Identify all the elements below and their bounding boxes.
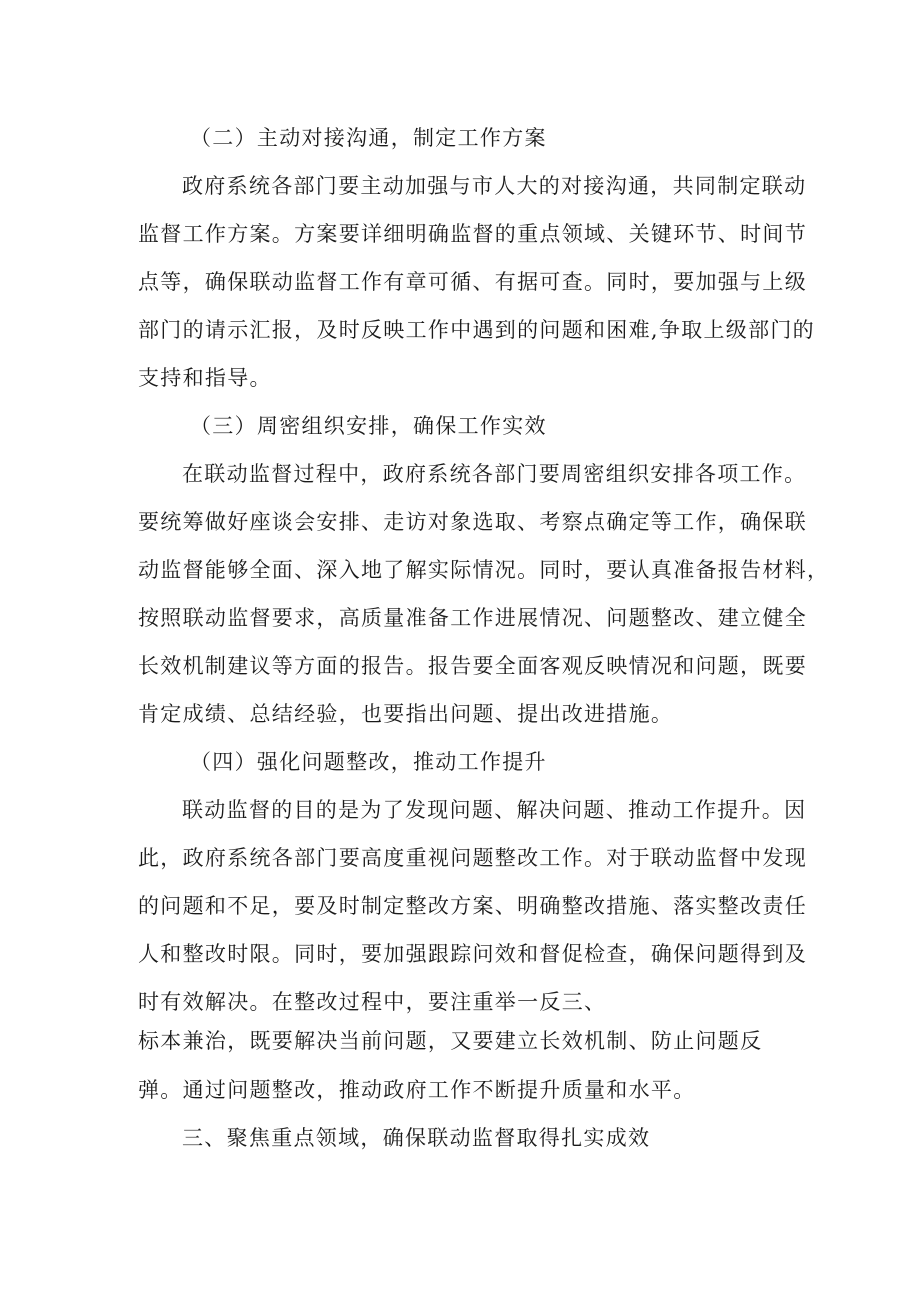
text-line: 标本兼治，既要解决当前问题，又要建立长效机制、防止问题反 bbox=[138, 1029, 763, 1053]
text-line: 支持和指导。 bbox=[138, 366, 272, 390]
text-line: （四）强化问题整改，推动工作提升 bbox=[190, 750, 547, 774]
text-line: 要统筹做好座谈会安排、走访对象选取、考察点确定等工作，确保联 bbox=[138, 510, 807, 534]
text-line: 监督工作方案。方案要详细明确监督的重点领域、关键环节、时间节 bbox=[138, 222, 807, 246]
text-line: 三、聚焦重点领域，确保联动监督取得扎实成效 bbox=[182, 1126, 651, 1150]
text-line: 联动监督的目的是为了发现问题、解决问题、推动工作提升。因 bbox=[182, 798, 807, 822]
text-line: 在联动监督过程中，政府系统各部门要周密组织安排各项工作。 bbox=[182, 462, 807, 486]
text-line: 人和整改时限。同时，要加强跟踪问效和督促检查，确保问题得到及 bbox=[138, 942, 807, 966]
text-line: 政府系统各部门要主动加强与市人大的对接沟通，共同制定联动 bbox=[182, 174, 807, 198]
text-line: （二）主动对接沟通，制定工作方案 bbox=[190, 126, 547, 150]
text-line: 部门的请示汇报，及时反映工作中遇到的问题和困难,争取上级部门的 bbox=[138, 318, 815, 342]
text-line: 长效机制建议等方面的报告。报告要全面客观反映情况和问题，既要 bbox=[138, 654, 807, 678]
text-line: 的问题和不足，要及时制定整改方案、明确整改措施、落实整改责任 bbox=[138, 894, 807, 918]
text-line: （三）周密组织安排，确保工作实效 bbox=[190, 414, 547, 438]
text-line: 动监督能够全面、深入地了解实际情况。同时，要认真准备报告材料， bbox=[138, 558, 830, 582]
text-line: 按照联动监督要求，高质量准备工作进展情况、问题整改、建立健全 bbox=[138, 606, 807, 630]
text-line: 点等，确保联动监督工作有章可循、有据可查。同时，要加强与上级 bbox=[138, 270, 807, 294]
text-line: 肯定成绩、总结经验，也要指出问题、提出改进措施。 bbox=[138, 702, 674, 726]
text-line: 时有效解决。在整改过程中，要注重举一反三、 bbox=[138, 990, 607, 1014]
text-line: 弹。通过问题整改，推动政府工作不断提升质量和水平。 bbox=[138, 1078, 696, 1102]
text-line: 此，政府系统各部门要高度重视问题整改工作。对于联动监督中发现 bbox=[138, 846, 807, 870]
